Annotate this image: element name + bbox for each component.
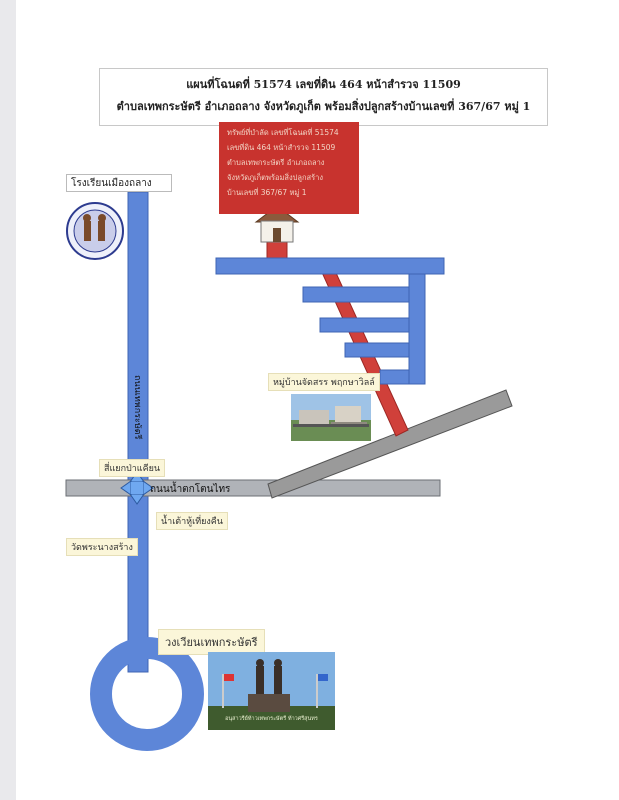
label-intersection: สี่แยกป่าแคียน [99, 459, 165, 477]
village-main-road [216, 258, 444, 274]
label-village: หมู่บ้านจัดสรร พฤกษาวิลล์ [268, 373, 380, 391]
label-water: น้ำเต้าหู้เที่ยงคืน [156, 512, 228, 530]
property-line-5: บ้านเลขที่ 367/67 หมู่ 1 [227, 188, 307, 197]
village-photo-art [291, 394, 371, 441]
label-school: โรงเรียนเมืองถลาง [66, 174, 172, 192]
village-soi-1 [303, 287, 421, 302]
map-title-line1: แผนที่โฉนดที่ 51574 เลขที่ดิน 464 หน้าสำรวจ 11509 [186, 78, 461, 91]
village-trunk-road [409, 274, 425, 384]
label-temple: วัดพระนางสร้าง [66, 538, 138, 556]
property-line-1: ทรัพย์ที่บำลัด เลขที่โฉนดที่ 51574 [227, 128, 339, 137]
monument-caption: อนุสาวรีย์ท้าวเทพกระษัตรี ท้าวศรีสุนทร [225, 716, 318, 722]
property-line-4: จังหวัดภูเก็ตพร้อมสิ่งปลูกสร้าง [227, 173, 324, 182]
label-road-horizontal: ถนนน้ำตกโตนไทร [150, 484, 231, 495]
village-photo [291, 394, 371, 441]
school-seal-icon [67, 203, 123, 259]
map-title-line2: ตำบลเทพกระษัตรี อำเภอถลาง จังหวัดภูเก็ต พร้อมสิ่งปลูกสร้างบ้านเลขที่ 367/67 หมู่ 1 [116, 100, 531, 113]
property-line-3: ตำบลเทพกระษัตรี อำเภอถลาง [227, 158, 325, 167]
label-road-vertical: ถนนเทพกระษัตรี [132, 375, 142, 440]
label-roundabout: วงเวียนเทพกระษัตรี [158, 629, 265, 655]
property-info-box [219, 122, 359, 214]
property-line-2: เลขที่ดิน 464 หน้าสำรวจ 11509 [227, 143, 336, 152]
monument-photo [208, 652, 335, 730]
village-soi-2 [320, 318, 421, 332]
house-access-stub [267, 240, 287, 260]
